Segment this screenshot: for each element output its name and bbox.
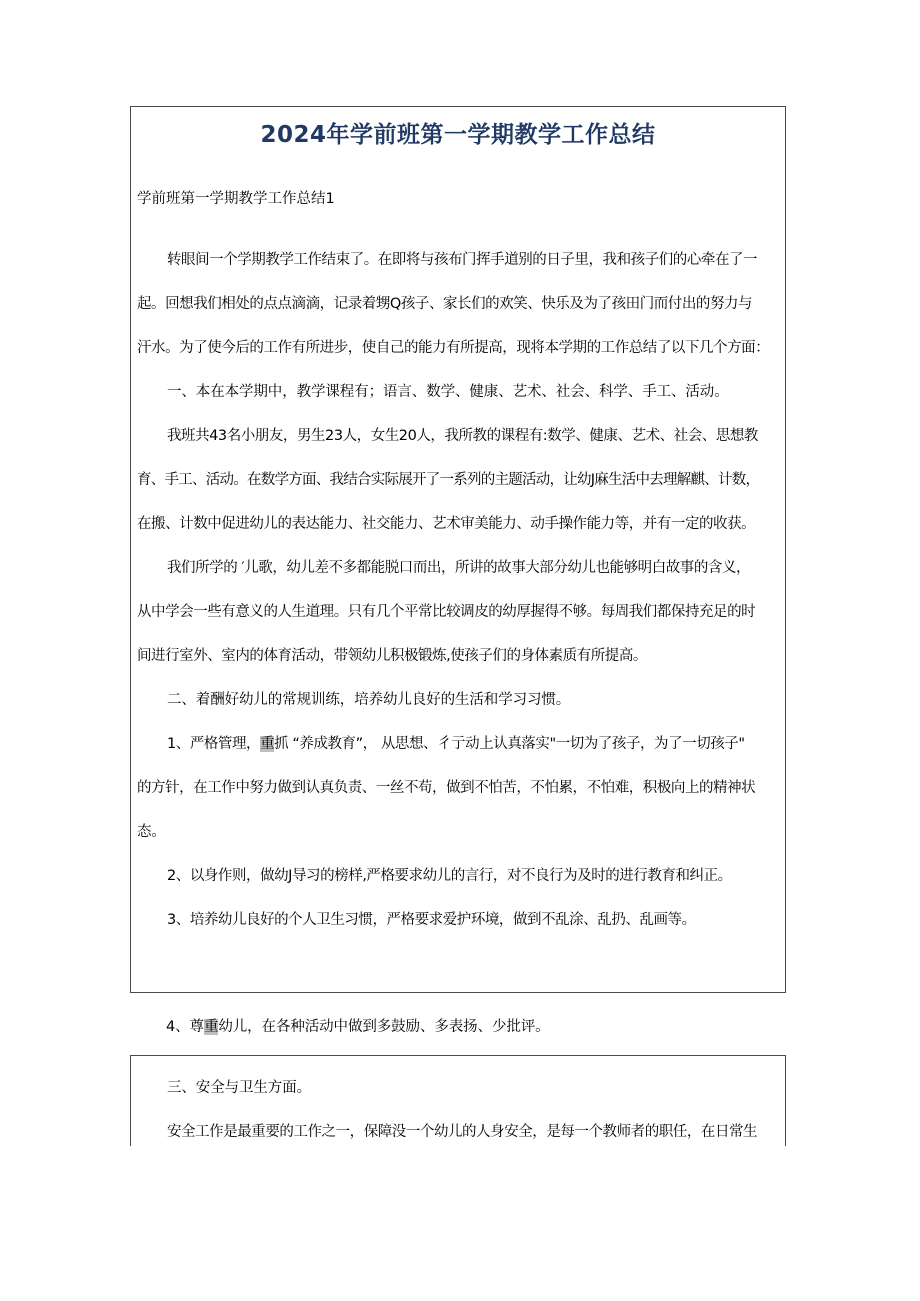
spacer	[131, 214, 785, 238]
highlighted-text: 重	[260, 735, 275, 752]
item1-pre: 1、严格管理，	[167, 735, 261, 752]
list-item-4	[130, 1005, 786, 1049]
section-heading-two: 二、着酬好幼儿的常规训练，培养幼儿良好的生活和学习习惯。	[167, 691, 571, 708]
paragraph-line: 间进行室外、室内的体育活动，带领幼儿积极锻炼,使孩子们的身体素质有所提高。	[137, 647, 647, 664]
list-item-2: 2、以身作则，做幼J导习的榜样,严格要求幼儿的言行，对不良行为及时的进行教育和纠正。	[167, 867, 732, 884]
document-subheading: 学前班第一学期教学工作总结1	[137, 190, 335, 207]
section-heading-one: 一、本在本学期中，教学课程有；语言、数学、健康、艺术、社会、科学、手工、活动。	[167, 383, 729, 400]
section-heading-three: 三、安全与卫生方面。	[167, 1080, 311, 1096]
content-box-two	[130, 1055, 786, 1146]
between-boxes-text	[130, 1005, 786, 1049]
paragraph-line: 育、手工、活动。在数学方面、我结合实际展开了一系列的主题活动，让幼J麻生活中去理解麒、计数，	[137, 471, 760, 488]
paragraph-line: 从中学会一些有意义的人生道理。只有几个平常比较调皮的幼厚握得不够。每周我们都保持充足的时	[137, 603, 756, 620]
paragraph-line: 汗水。为了使今后的工作有所进步，使自己的能力有所提高，现将本学期的工作总结了以下几个方面：	[137, 339, 770, 356]
page-title: 2024年学前班第一学期教学工作总结	[260, 122, 656, 148]
paragraph-line: 我们所学的 ′儿歌，幼儿差不多都能脱口而出，所讲的故事大部分幼儿也能够明白故事的含义，	[167, 559, 751, 576]
highlighted-text: 重	[203, 1019, 219, 1035]
paragraph-line	[131, 722, 785, 766]
item4-pre: 4、尊	[166, 1019, 204, 1035]
paragraph-line: 转眼间一个学期教学工作结束了。在即将与孩布门挥手道别的日子里，我和孩子们的心牵在了一	[167, 251, 758, 268]
content-box-one	[130, 106, 786, 993]
spacer	[131, 1056, 785, 1066]
title-spacer	[131, 150, 785, 184]
paragraph-line: 在搬、计数中促进幼儿的表达能力、社交能力、艺术审美能力、动手操作能力等，并有一定的收获。	[137, 515, 756, 532]
paragraph-intro	[131, 238, 785, 370]
list-item-3: 3、培养幼儿良好的个人卫生习惯，严格要求爱护环境，做到不乱涂、乱扔、乱画等。	[167, 911, 696, 928]
list-item-1	[131, 722, 785, 854]
paragraph-courses	[131, 414, 785, 546]
item4-post: 幼儿，在各种活动中做到多鼓励、多表扬、少批评。	[218, 1019, 550, 1035]
paragraph-line: 的方针，在工作中努力做到认真负责、一丝不苟，做到不怕苦，不怕累，不怕难，积极向上的精神状	[137, 779, 756, 796]
paragraph-line: 态。	[137, 823, 166, 840]
item1-post: 抓 “养成教育”， 从思想、彳亍动上认真落实"一切为了孩子，为了一切孩子"	[274, 735, 745, 752]
paragraph-songs	[131, 546, 785, 678]
paragraph-line: 起。回想我们相处的点点滴滴，记录着甥Q孩子、家长们的欢笑、快乐及为了孩田门而付出的努力与	[137, 295, 753, 312]
paragraph-line: 我班共43名小朋友，男生23人，女生20人，我所教的课程有:数学、健康、艺术、社会、思想教	[167, 427, 758, 444]
paragraph-line: 安全工作是最重要的工作之一，保障没一个幼儿的人身安全，是每一个教师者的职任，在日常生	[167, 1124, 758, 1140]
